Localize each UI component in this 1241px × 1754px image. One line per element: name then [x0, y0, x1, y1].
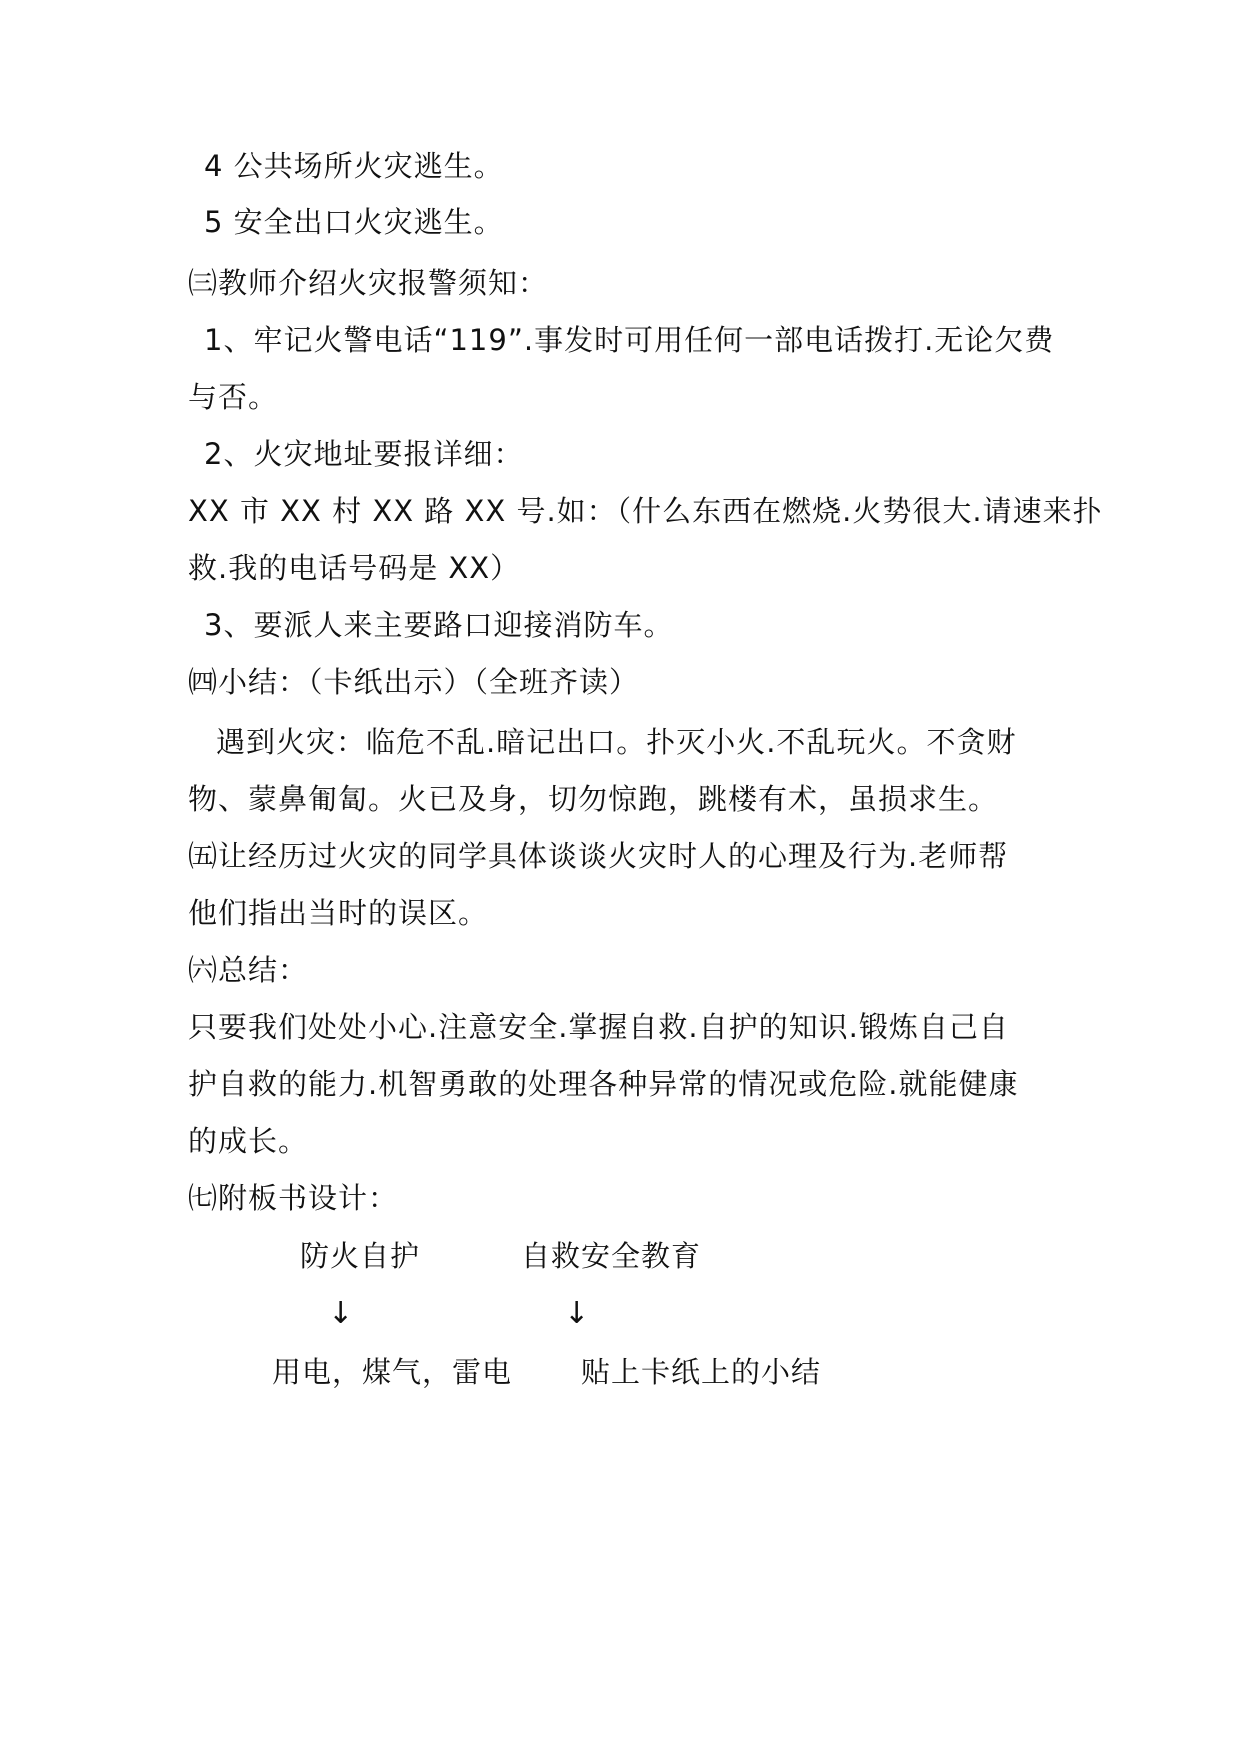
down-arrow-icon: ↓: [564, 1296, 590, 1331]
text-line: 1、牢记火警电话“119”.事发时可用任何一部电话拨打.无论欠费: [204, 323, 1055, 357]
board-left-title: 防火自护: [300, 1239, 421, 1273]
text-line: XX 市 XX 村 XX 路 XX 号.如：（什么东西在燃烧.火势很大.请速来扑: [188, 494, 1103, 528]
text-line: 3、要派人来主要路口迎接消防车。: [204, 608, 674, 642]
text-line: 护自救的能力.机智勇敢的处理各种异常的情况或危险.就能健康: [188, 1067, 1019, 1101]
text-line: 与否。: [188, 380, 279, 414]
section-heading: ㈤让经历过火灾的同学具体谈谈火灾时人的心理及行为.老师帮: [188, 839, 1009, 873]
text-line: 物、蒙鼻匍匐。火已及身，切勿惊跑，跳楼有术，虽损求生。: [188, 782, 999, 816]
section-heading: ㈣小结：（卡纸出示）（全班齐读）: [188, 665, 640, 699]
down-arrow-icon: ↓: [328, 1296, 354, 1331]
section-heading: ㈦附板书设计：: [188, 1181, 399, 1215]
section-heading: ㈥总结：: [188, 953, 309, 987]
text-line: 的成长。: [188, 1124, 309, 1158]
text-line: 4 公共场所火灾逃生。: [204, 149, 504, 183]
text-line: 只要我们处处小心.注意安全.掌握自救.自护的知识.锻炼自己自: [188, 1010, 1009, 1044]
board-left-content: 用电，煤气，雷电: [272, 1355, 513, 1389]
text-line: 救.我的电话号码是 XX）: [188, 551, 521, 585]
board-right-content: 贴上卡纸上的小结: [581, 1355, 822, 1389]
text-line: 2、火灾地址要报详细：: [204, 437, 524, 471]
section-heading: ㈢教师介绍火灾报警须知：: [188, 266, 549, 300]
text-line: 他们指出当时的误区。: [188, 896, 489, 930]
board-right-title: 自救安全教育: [521, 1239, 702, 1273]
text-line: 遇到火灾：临危不乱.暗记出口。扑灭小火.不乱玩火。不贪财: [216, 725, 1017, 759]
text-line: 5 安全出口火灾逃生。: [204, 205, 504, 239]
